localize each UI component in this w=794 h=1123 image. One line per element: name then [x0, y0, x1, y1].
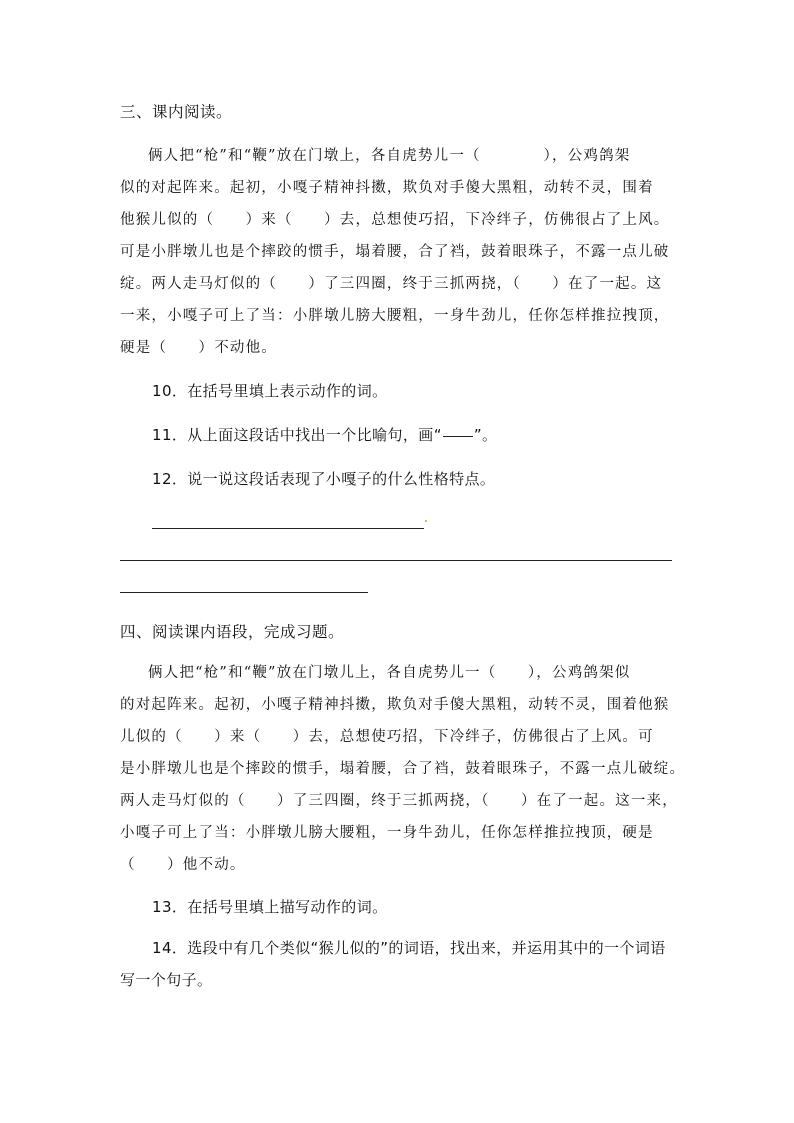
- section-4-passage: [120, 657, 686, 881]
- question-11-text-end: ”。: [473, 426, 498, 444]
- passage-line: 俩人把“枪”和“鞭”放在门墩儿上，各自虎势儿一（ ），公鸡鸽架似: [148, 665, 631, 681]
- underline-blank[interactable]: [443, 436, 473, 437]
- passage-line: 的对起阵来。起初，小嘎子精神抖擞，欺负对手傻大黑粗，动转不灵，围着他猴: [120, 697, 670, 713]
- passage-line: 他猴儿似的（ ）来（ ）去，总想使巧招，下冷绊子，仿佛很占了上风。: [120, 212, 670, 228]
- passage-line: 绽。两人走马灯似的（ ）了三四圈，终于三抓两挠，（ ）在了一起。这: [120, 276, 663, 292]
- passage-line: 小嘎子可上了当：小胖墩儿膀大腰粗，一身牛劲儿，任你怎样推拉拽顶，硬是: [120, 825, 654, 841]
- passage-line: 一来，小嘎子可上了当：小胖墩儿膀大腰粗，一身牛劲儿，任你怎样推拉拽顶，: [120, 308, 670, 324]
- passage-line: 俩人把“枪”和“鞭”放在门墩上，各自虎势儿一（ ），公鸡鸽架: [148, 148, 631, 164]
- passage-line: 两人走马灯似的（ ）了三四圈，终于三抓两挠，（ ）在了一起。这一来，: [120, 793, 678, 809]
- answer-line[interactable]: [152, 528, 424, 529]
- section-4-heading: 四、阅读课内语段，完成习题。: [120, 623, 345, 641]
- question-11: [152, 424, 497, 445]
- passage-line: 是小胖墩儿也是个摔跤的惯手，塌着腰，合了裆，鼓着眼珠子，不露一点儿破绽。: [120, 761, 686, 777]
- stray-dot: [425, 520, 427, 522]
- answer-line[interactable]: [120, 592, 368, 593]
- passage-line: （ ）他不动。: [120, 857, 246, 873]
- section-3-heading: 三、课内阅读。: [120, 103, 233, 121]
- question-14: 14．选段中有几个类似“猴儿似的”的词语，找出来，并运用其中的一个词语写一个句子。: [120, 939, 666, 989]
- passage-line: 似的对起阵来。起初，小嘎子精神抖擞，欺负对手傻大黑粗，动转不灵，围着: [120, 180, 654, 196]
- question-10: 10．在括号里填上表示动作的词。: [152, 382, 388, 400]
- question-13: 13．在括号里填上描写动作的词。: [152, 898, 388, 916]
- answer-line[interactable]: [120, 560, 672, 561]
- section-3-passage: [120, 140, 680, 364]
- question-11-text: 11．从上面这段话中找出一个比喻句，画“: [152, 426, 442, 444]
- question-12: 12．说一说这段话表现了小嘎子的什么性格特点。: [152, 470, 496, 488]
- passage-line: 硬是（ ）不动他。: [120, 340, 277, 356]
- passage-line: 儿似的（ ）来（ ）去，总想使巧招，下冷绊子，仿佛很占了上风。可: [120, 729, 654, 745]
- passage-line: 可是小胖墩儿也是个摔跤的惯手，塌着腰，合了裆，鼓着眼珠子，不露一点儿破: [120, 244, 670, 260]
